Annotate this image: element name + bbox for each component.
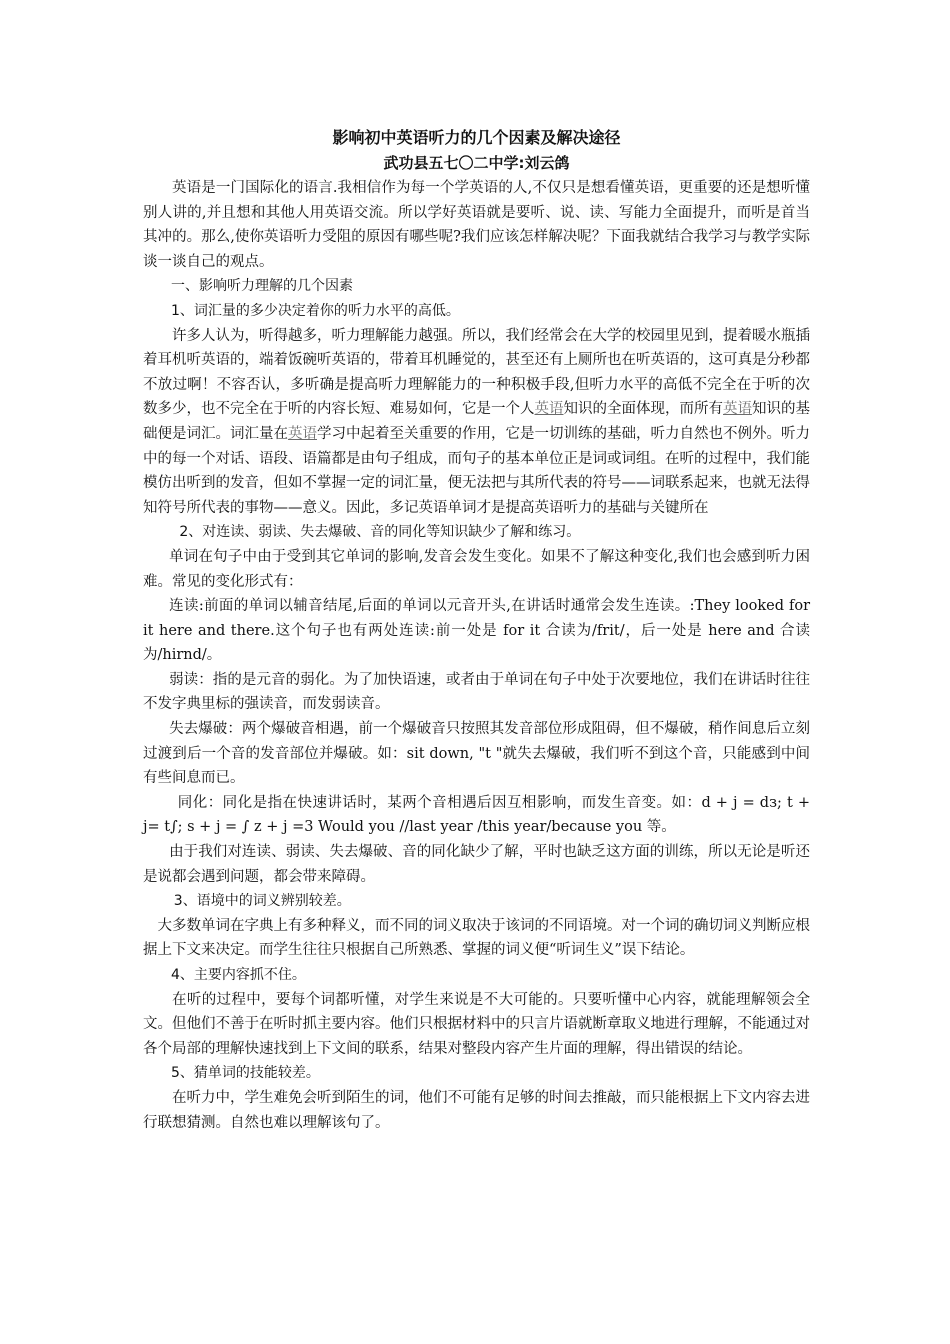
- paragraph-text: 学习中起着至关重要的作用，它是一切训练的基础，听力自然也不例外。听力中的每一个对话、语段、语篇都是由句子组成，而句子的基本单位正是词或词组。在听的过程中，我们能模仿出听到的发音，但如不掌握一定的词汇量，便无法把与其所代表的符号——词联系起来，也就无法得知符号所代表的事物——意义。因此，多记英语单词才是提高英语听力的基础与关键所在: [143, 425, 810, 516]
- paragraph-context: 大多数单词在字典上有多种释义，而不同的词义取决于该词的不同语境。对一个词的确切词义判断应根据上下文来决定。而学生往往只根据自己所熟悉、掌握的词义便“听词生义”误下结论。: [143, 917, 810, 959]
- document-title: 影响初中英语听力的几个因素及解决途径: [332, 128, 621, 147]
- author-line: 武功县五七〇二中学:刘云鸽: [383, 154, 570, 172]
- paragraph-liaison: 连读:前面的单词以辅音结尾,后面的单词以元音开头,在讲话时通常会发生连读。:They looked for it here and there.这个句子也有两处连读:前一处是 for it 合读为/frit/，后一处是 here and 合读为/hirnd/。: [143, 598, 810, 664]
- paragraph-text: 许多人认为，听得越多，听力理解能力越强。所以，我们经常会在大学的校园里见到，提着暖水瓶插着耳机听英语的，端着饭碗听英语的，带着耳机睡觉的，甚至还有上厕所也在听英语的，这可真是分秒都不放过啊！不容否认，多听确是提高听力理解能力的一种积极手段,但听力水平的高低不完全在于听的次数多少，也不完全在于听的内容长短、难易如何，它是一个人: [143, 327, 810, 418]
- subheading-5: 5、猜单词的技能较差。: [171, 1065, 320, 1082]
- intro-paragraph: 英语是一门国际化的语言.我相信作为每一个学英语的人,不仅只是想看懂英语，更重要的还是想听懂别人讲的,并且想和其他人用英语交流。所以学好英语就是要听、说、读、写能力全面提升，而听是首当其冲的。那么,使你英语听力受阻的原因有哪些呢?我们应该怎样解决呢？下面我就结合我学习与教学实际谈一谈自己的观点。: [143, 180, 810, 270]
- paragraph-text: 知识的基础便是词汇。词汇量在: [143, 401, 810, 442]
- english-link[interactable]: 英语: [288, 425, 317, 442]
- paragraph-guessing: 在听力中，学生难免会听到陌生的词，他们不可能有足够的时间去推敲，而只能根据上下文内容去进行联想猜测。自然也难以理解该句了。: [143, 1089, 810, 1131]
- paragraph-weak-form: 弱读：指的是元音的弱化。为了加快语速，或者由于单词在句子中处于次要地位，我们在讲话时往往不发字典里标的强读音，而发弱读音。: [143, 671, 810, 713]
- document-page: [143, 126, 810, 1135]
- paragraph-loss-of-plosion: 失去爆破：两个爆破音相遇，前一个爆破音只按照其发音部位形成阻碍，但不爆破，稍作间息后立刻过渡到后一个音的发音部位并爆破。如：sit down, "t "就失去爆破，我们听不到这个音，只能感到中间有些间息而已。: [143, 721, 810, 787]
- paragraph-text: 知识的全面体现，而所有: [563, 401, 723, 418]
- subheading-4: 4、主要内容抓不住。: [171, 967, 306, 983]
- subheading-2: 2、对连读、弱读、失去爆破、音的同化等知识缺少了解和练习。: [179, 524, 581, 541]
- paragraph-summary: 由于我们对连读、弱读、失去爆破、音的同化缺少了解，平时也缺乏这方面的训练，所以无论是听还是说都会遇到问题，都会带来障碍。: [143, 844, 810, 885]
- section-heading-1: 一、影响听力理解的几个因素: [171, 278, 353, 295]
- english-link[interactable]: 英语: [534, 401, 564, 418]
- english-link[interactable]: 英语: [723, 401, 752, 418]
- paragraph-main-idea: 在听的过程中，要每个词都听懂，对学生来说是不大可能的。只要听懂中心内容，就能理解领会全文。但他们不善于在听时抓主要内容。他们只根据材料中的只言片语就断章取义地进行理解，不能通过对各个局部的理解快速找到上下文间的联系，结果对整段内容产生片面的理解，得出错误的结论。: [143, 991, 810, 1057]
- paragraph-assimilation: 同化：同化是指在快速讲话时，某两个音相遇后因互相影响，而发生音变。如：d + j = dз; t + j= t∫; s + j = ∫ z + j =3 Would you //last year /this year/because you 等。: [143, 794, 810, 836]
- paragraph-sound-change: 单词在句子中由于受到其它单词的影响,发音会发生变化。如果不了解这种变化,我们也会感到听力困难。常见的变化形式有：: [143, 548, 810, 590]
- paragraph-vocabulary: [143, 324, 810, 521]
- subheading-1: 1、词汇量的多少决定着你的听力水平的高低。: [171, 302, 460, 319]
- subheading-3: 3、语境中的词义辨别较差。: [173, 893, 351, 910]
